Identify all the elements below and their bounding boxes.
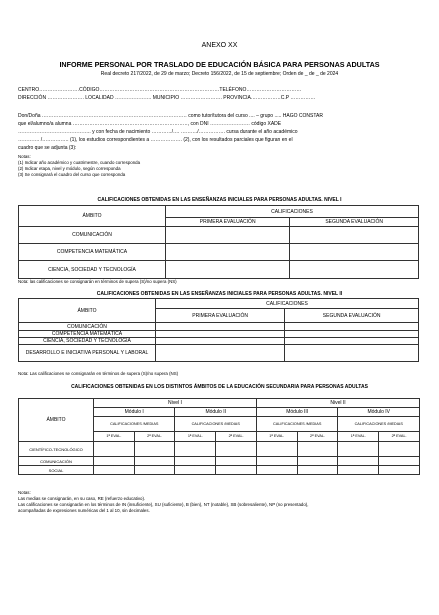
grade-cell[interactable] <box>256 442 297 457</box>
modulo-header: Módulo II <box>175 408 256 417</box>
calificaciones-medias-header: CALIFICACIONES /MEDIAS <box>256 417 337 432</box>
modulo-header: Módulo IV <box>338 408 420 417</box>
segunda-evaluacion-header: SEGUNDA EVALUACIÓN <box>285 309 419 323</box>
note-2: (2) Indicar etapa, nivel y módulo, según corresponda <box>18 166 121 171</box>
body-line-3: …………………………………….. y con fecha de nacimiento …………/…. ………./……………. cursa durante el año académico <box>18 129 298 135</box>
body-line-1: Don/Doña …………………………………………………………………………… como tutor/tutora del curso .... – grupo ..... HAGO CONSTAR <box>18 113 323 119</box>
row-label: SOCIAL <box>19 466 94 475</box>
table3-heading: CALIFICACIONES OBTENIDAS EN LOS DISTINTOS ÁMBITOS DE LA EDUCACIÓN SECUNDARIA PARA PERSONAS ADULTAS <box>71 384 368 390</box>
footer-note-1: Las medias se consignarán, en su caso, RE (refuerzo educativo). <box>18 496 146 501</box>
grade-cell[interactable] <box>290 227 419 244</box>
legal-reference: Real decreto 217/2022, de 29 de marzo; Decreto 156/2022, de 15 de septiembre; Orden de _ de _ de 2024 <box>100 71 339 77</box>
grade-cell[interactable] <box>175 457 216 466</box>
calificaciones-header: CALIFICACIONES <box>166 206 419 218</box>
ambito-header: ÁMBITO <box>19 399 94 442</box>
grade-cell[interactable] <box>256 457 297 466</box>
table-secundaria <box>18 398 420 475</box>
grade-cell[interactable] <box>134 457 175 466</box>
annex-label: ANEXO XX <box>201 42 238 49</box>
grade-cell[interactable] <box>338 457 379 466</box>
grade-cell[interactable] <box>134 442 175 457</box>
grade-cell[interactable] <box>297 457 338 466</box>
grade-cell[interactable] <box>290 261 419 279</box>
grade-cell[interactable] <box>285 331 419 338</box>
grade-cell[interactable] <box>156 331 285 338</box>
eval-1-header: 1ª EVAL. <box>94 432 135 442</box>
row-label: CIENCIA, SOCIEDAD Y TECNOLOGÍA <box>19 338 156 345</box>
footer-note-3: acompañadas de expresiones numéricas del 1 al 10, sin decimales. <box>18 508 150 513</box>
modulo-header: Módulo I <box>94 408 175 417</box>
grade-cell[interactable] <box>297 442 338 457</box>
grade-cell[interactable] <box>166 227 290 244</box>
row-label: COMUNICACIÓN <box>19 323 156 331</box>
grade-cell[interactable] <box>94 457 135 466</box>
calificaciones-medias-header: CALIFICACIONES /MEDIAS <box>94 417 175 432</box>
grade-cell[interactable] <box>285 338 419 345</box>
grade-cell[interactable] <box>379 466 420 475</box>
note-3: (3) Se consignará el cuadro del curso que corresponda <box>18 172 126 177</box>
grade-cell[interactable] <box>256 466 297 475</box>
body-line-4: …………. /……………. (1), los estudios correspondientes a ………………. (2), con los resultados parciales que figuran en el <box>18 137 293 143</box>
footer-notes-heading: Notas: <box>18 490 31 495</box>
grade-cell[interactable] <box>94 442 135 457</box>
center-line: CENTRO……………………CÓDIGO………………………………………………………………TELÉFONO…………………………… <box>18 87 302 93</box>
ambito-header: ÁMBITO <box>19 206 166 227</box>
eval-2-header: 2ª EVAL. <box>379 432 420 442</box>
grade-cell[interactable] <box>290 244 419 261</box>
eval-1-header: 1ª EVAL. <box>256 432 297 442</box>
grade-cell[interactable] <box>379 442 420 457</box>
table-nivel-2 <box>18 298 419 362</box>
eval-2-header: 2ª EVAL. <box>216 432 257 442</box>
row-label: COMPETENCIA MATEMÁTICA <box>19 244 166 261</box>
grade-cell[interactable] <box>216 466 257 475</box>
grade-cell[interactable] <box>285 345 419 362</box>
body-line-5: cuadro que se adjunta (3): <box>18 145 77 151</box>
row-label: COMUNICACIÓN <box>19 227 166 244</box>
address-line: DIRECCIÓN …………………. LOCALIDAD …………………. MUNICIPIO ……………………. PROVINCIA………………C.P …………… <box>18 95 316 101</box>
grade-cell[interactable] <box>156 323 285 331</box>
grade-cell[interactable] <box>175 466 216 475</box>
grade-cell[interactable] <box>216 442 257 457</box>
modulo-header: Módulo III <box>256 408 337 417</box>
document-title: INFORME PERSONAL POR TRASLADO DE EDUCACIÓN BÁSICA PARA PERSONAS ADULTAS <box>59 60 380 69</box>
body-line-2: que el/alumno/a alumna ……………………………………………………………, con DNI …………………… código XADE <box>18 121 282 127</box>
grade-cell[interactable] <box>285 323 419 331</box>
eval-2-header: 2ª EVAL. <box>134 432 175 442</box>
grade-cell[interactable] <box>156 338 285 345</box>
row-label: COMPETENCIA MATEMÁTICA <box>19 331 156 338</box>
segunda-evaluacion-header: SEGUNDA EVALUACIÓN <box>290 218 419 227</box>
nivel-1-header: Nivel I <box>94 399 257 408</box>
grade-cell[interactable] <box>379 457 420 466</box>
primera-evaluacion-header: PRIMERA EVALUACIÓN <box>156 309 285 323</box>
grade-cell[interactable] <box>338 442 379 457</box>
grade-cell[interactable] <box>175 442 216 457</box>
grade-cell[interactable] <box>216 457 257 466</box>
eval-2-header: 2ª EVAL. <box>297 432 338 442</box>
note-1: (1) Indicar año académico y cuatrimestre, cuando corresponda <box>18 160 141 165</box>
eval-1-header: 1ª EVAL. <box>175 432 216 442</box>
row-label: DESARROLLO E INICIATIVA PERSONAL Y LABORAL <box>19 345 156 362</box>
grade-cell[interactable] <box>166 244 290 261</box>
row-label: CIENCIA, SOCIEDAD Y TECNOLOGÍA <box>19 261 166 279</box>
row-label: CIENTÍFICO-TECNOLÓGICO <box>19 442 94 457</box>
grade-cell[interactable] <box>338 466 379 475</box>
table2-note: Nota: Las calificaciones se consignarán en términos de supera (S)/no supera (NS) <box>18 371 179 376</box>
primera-evaluacion-header: PRIMERA EVALUACIÓN <box>166 218 290 227</box>
grade-cell[interactable] <box>156 345 285 362</box>
table1-note: Nota: las calificaciones se consignarán en términos de supera (S)/no supera (NS) <box>18 279 177 284</box>
grade-cell[interactable] <box>297 466 338 475</box>
row-label: COMUNICACIÓN <box>19 457 94 466</box>
calificaciones-medias-header: CALIFICACIONES /MEDIAS <box>338 417 420 432</box>
grade-cell[interactable] <box>94 466 135 475</box>
calificaciones-medias-header: CALIFICACIONES /MEDIAS <box>175 417 256 432</box>
nivel-2-header: Nivel II <box>256 399 419 408</box>
grade-cell[interactable] <box>134 466 175 475</box>
grade-cell[interactable] <box>166 261 290 279</box>
table1-heading: CALIFICACIONES OBTENIDAS EN LAS ENSEÑANZAS INICIALES PARA PERSONAS ADULTAS. NIVEL I <box>97 197 342 203</box>
calificaciones-header: CALIFICACIONES <box>156 299 419 309</box>
eval-1-header: 1ª EVAL. <box>338 432 379 442</box>
footer-note-2: Las calificaciones se consignarán en los términos de IN (insuficiente), SU (suficiente), B (bien), NT (notable), SB (sobresaliente), NP (no presentado), <box>18 502 309 507</box>
notes-heading: Notas: <box>18 154 31 159</box>
table-nivel-1 <box>18 205 419 279</box>
ambito-header: ÁMBITO <box>19 299 156 323</box>
table2-heading: CALIFICACIONES OBTENIDAS EN LAS ENSEÑANZAS INICIALES PARA PERSONAS ADULTAS. NIVEL II <box>96 291 343 297</box>
